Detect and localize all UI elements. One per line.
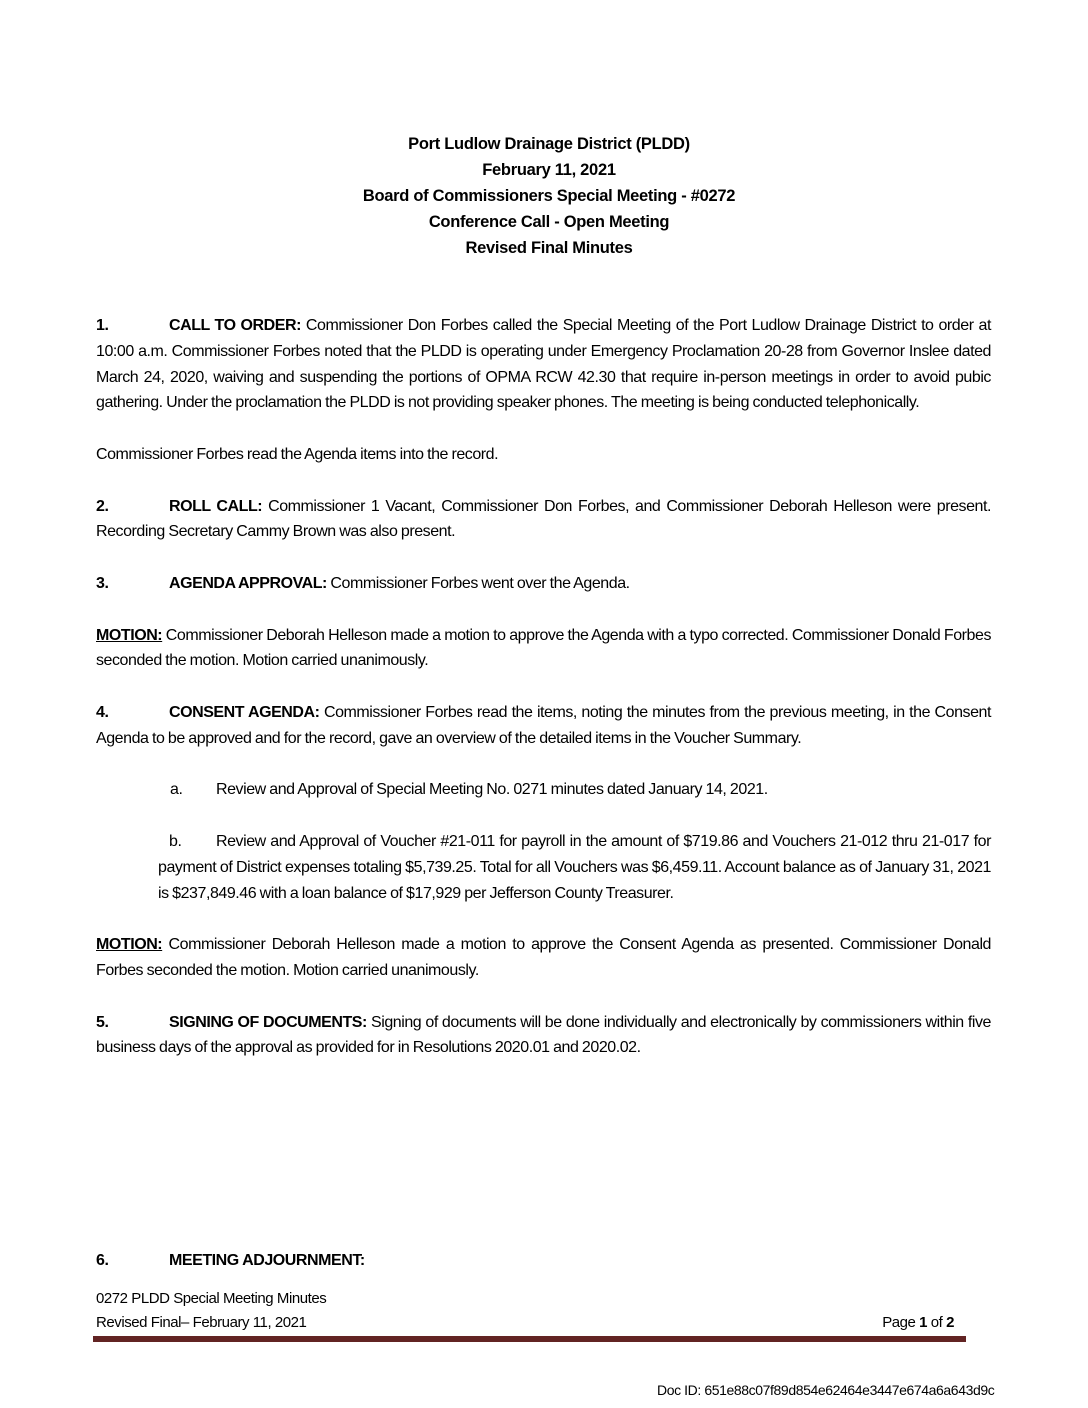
section-call-to-order (96, 313, 991, 416)
section-number: 1. (96, 317, 109, 334)
section-text: Commissioner Forbes read the items, noting the minutes from the previous meeting, in the Consent Agenda to be approved and for the record, gave an overview of the detailed items in the Voucher Summary. (96, 703, 991, 747)
section-roll-call (96, 494, 991, 546)
footer-doc-title: 0272 PLDD Special Meeting Minutes (96, 1290, 327, 1307)
doc-id: Doc ID: 651e88c07f89d854e62464e3447e674a6a643d9c (657, 1382, 995, 1398)
motion-agenda (96, 623, 991, 675)
section-text: Commissioner Forbes went over the Agenda. (326, 574, 630, 592)
meeting-title: Board of Commissioners Special Meeting - #0272 (362, 187, 736, 205)
document-header (0, 131, 1088, 261)
consent-item-a (158, 777, 991, 803)
page-footer (96, 1287, 966, 1335)
consent-item-b (158, 829, 991, 906)
item-letter: a. (170, 781, 183, 799)
section-label: ROLL CALL: (169, 497, 263, 515)
section-label: AGENDA APPROVAL: (169, 574, 327, 592)
footer-rule (93, 1336, 966, 1342)
section-label: CONSENT AGENDA: (169, 703, 320, 721)
page-number: Page 1 of 2 (882, 1314, 954, 1331)
section-agenda-approval (96, 571, 991, 597)
page-total: 2 (946, 1314, 954, 1331)
item-letter: b. (169, 832, 182, 850)
motion-label: MOTION: (96, 936, 163, 954)
section-number: 3. (96, 574, 109, 592)
section-text: Signing of documents will be done individually and electronically by commissioners within five business days of the approval as provided for in Resolutions 2020.01 and 2020.02. (96, 1013, 991, 1057)
section-text: Commissioner Don Forbes called the Special Meeting of the Port Ludlow Drainage District to order at 10:00 a.m. Commissioner Forbes noted that the PLDD is operating under Emergency Proclamation 20-28 from Governor Inslee dated March 24, 2020, waiving and suspending the portions of OPMA RCW 42.30 that require in-person meetings in order to avoid pubic gathering. Under the proclamation the PLDD is not providing speaker phones. The meeting is being conducted telephonically. (96, 317, 991, 412)
org-title: Port Ludlow Drainage District (PLDD) (408, 135, 690, 153)
section-label: CALL TO ORDER: (169, 317, 301, 334)
section-number: 4. (96, 703, 109, 721)
document-status: Revised Final Minutes (465, 239, 633, 257)
section-label: SIGNING OF DOCUMENTS: (169, 1013, 367, 1031)
meeting-format: Conference Call - Open Meeting (428, 213, 670, 231)
motion-consent-agenda (96, 932, 991, 984)
motion-text: Commissioner Deborah Helleson made a motion to approve the Consent Agenda as presented. Commissioner Donald Forbes seconded the motion. Motion carried unanimously. (96, 936, 991, 979)
section-meeting-adjournment (96, 1252, 365, 1270)
section-number: 5. (96, 1013, 109, 1031)
section-signing-documents (96, 1010, 991, 1062)
footer-doc-revision: Revised Final– February 11, 2021 (96, 1314, 307, 1331)
section-number: 6. (96, 1252, 109, 1269)
motion-text: Commissioner Deborah Helleson made a motion to approve the Agenda with a typo corrected. Commissioner Donald Forbes seconded the motion. Motion carried unanimously. (96, 626, 991, 670)
item-text: Review and Approval of Special Meeting No. 0271 minutes dated January 14, 2021. (216, 781, 768, 799)
section-consent-agenda (96, 700, 991, 752)
meeting-date: February 11, 2021 (482, 161, 616, 179)
agenda-read-note: Commissioner Forbes read the Agenda items into the record. (96, 445, 499, 463)
item-text: Review and Approval of Voucher #21-011 for payroll in the amount of $719.86 and Vouchers 21-012 thru 21-017 for payment of District expenses totaling $5,739.25. Total for all Vouchers was $6,459.11. Account balance as of January 31, 2021 is $237,849.46 with a loan balance of $17,929 per Jefferson County Treasurer. (158, 832, 991, 902)
section-label: MEETING ADJOURNMENT: (169, 1252, 365, 1269)
motion-label: MOTION: (96, 626, 163, 644)
section-number: 2. (96, 497, 109, 515)
minutes-body (96, 313, 991, 1087)
section-text: Commissioner 1 Vacant, Commissioner Don Forbes, and Commissioner Deborah Helleson were present. Recording Secretary Cammy Brown was also present. (96, 497, 991, 541)
page-current: 1 (919, 1314, 928, 1331)
